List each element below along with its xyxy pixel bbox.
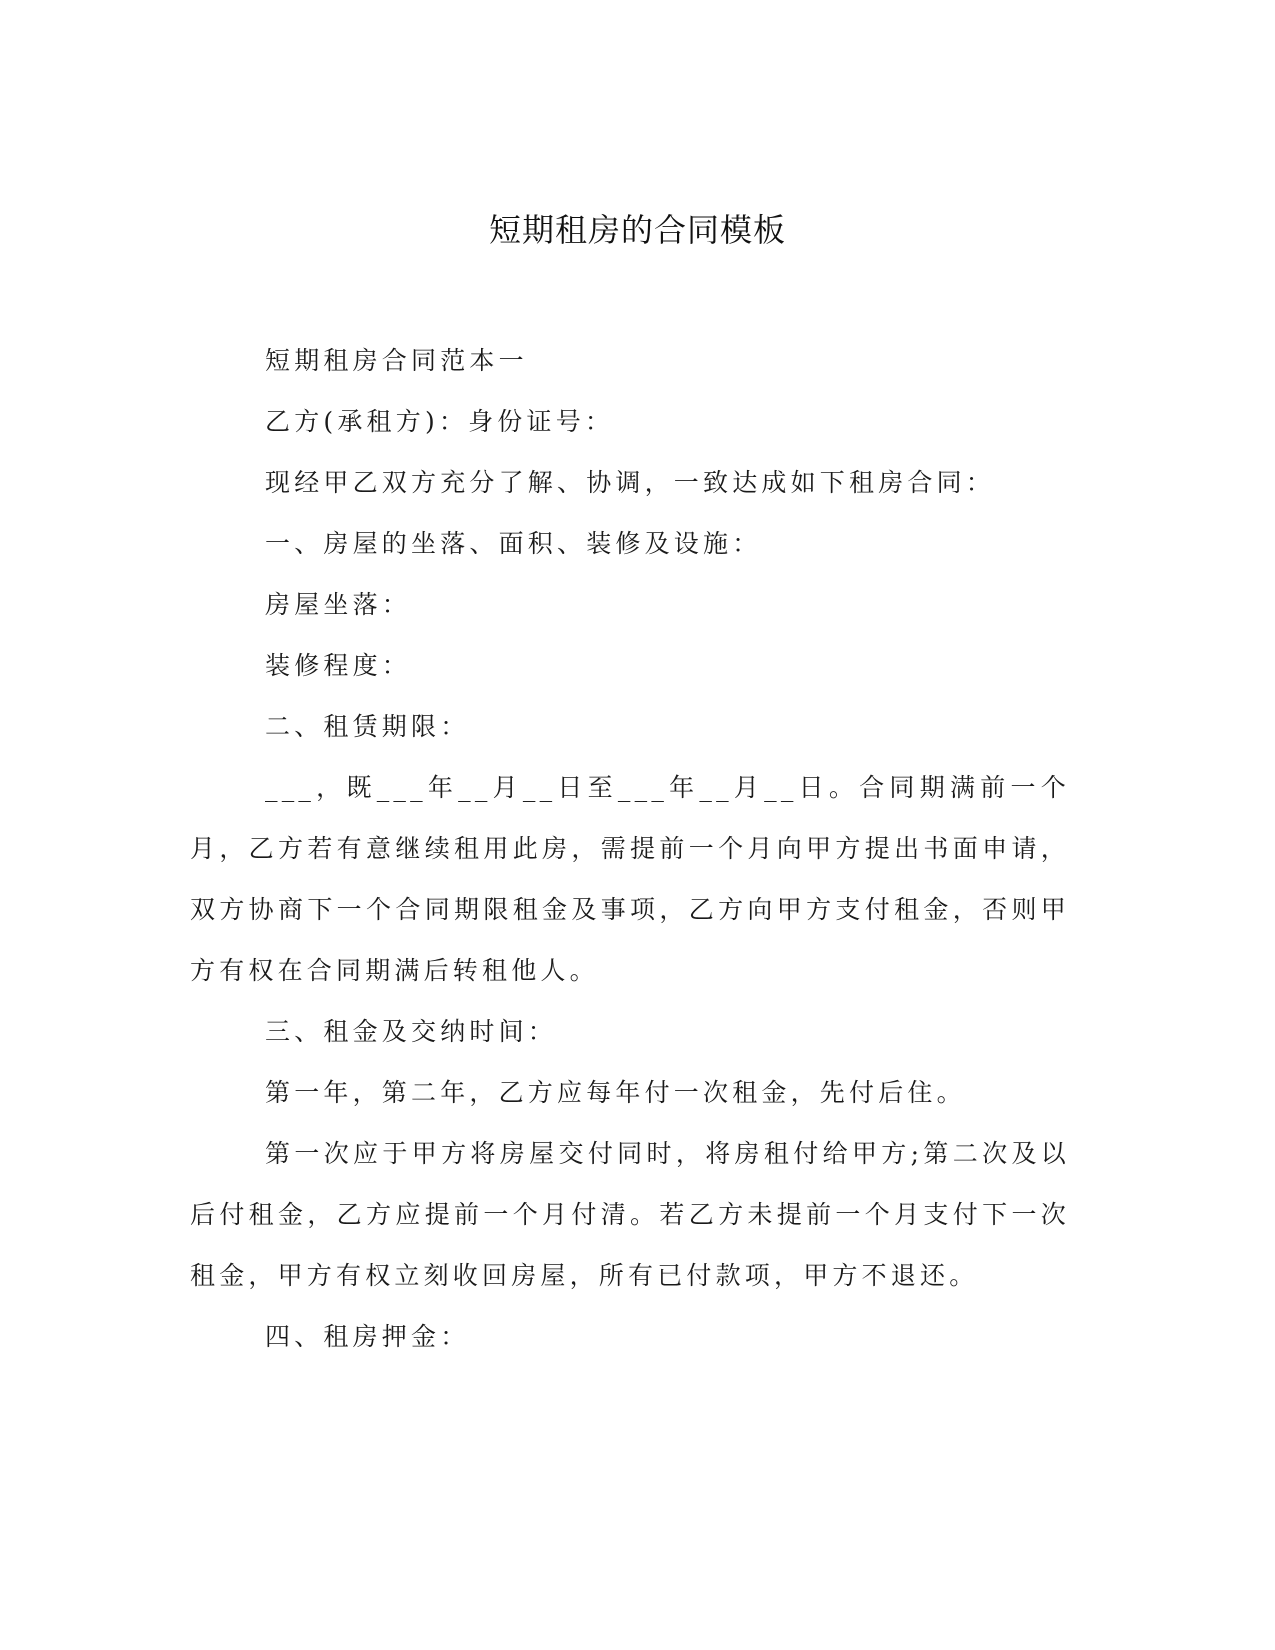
paragraph-party-b: 乙方(承租方)：身份证号：: [265, 407, 615, 436]
section-heading-deposit: 四、租房押金：: [265, 1322, 470, 1351]
document-title: 短期租房的合同模板: [488, 211, 786, 249]
section-heading-rent: 三、租金及交纳时间：: [265, 1017, 558, 1046]
document-body: [190, 330, 1070, 1367]
paragraph-lease-term: ___，既___年__月__日至___年__月__日。合同期满前一个月，乙方若有意继续租用此房，需提前一个月向甲方提出书面申请，双方协商下一个合同期限租金及事项，乙方向甲方支付租金，否则甲方有权在合同期满后转租他人。: [190, 773, 1070, 985]
paragraph-property-location: 房屋坐落：: [265, 590, 412, 619]
section-heading-lease-term: 二、租赁期限：: [265, 712, 470, 741]
paragraph-sample-heading: 短期租房合同范本一: [265, 346, 528, 375]
paragraph-agreement-intro: 现经甲乙双方充分了解、协调，一致达成如下租房合同：: [265, 468, 996, 497]
paragraph-rent-payment: 第一次应于甲方将房屋交付同时，将房租付给甲方;第二次及以后付租金，乙方应提前一个月付清。若乙方未提前一个月支付下一次租金，甲方有权立刻收回房屋，所有已付款项，甲方不退还。: [190, 1139, 1070, 1290]
section-heading-property: 一、房屋的坐落、面积、装修及设施：: [265, 529, 762, 558]
paragraph-decoration-level: 装修程度：: [265, 651, 412, 680]
paragraph-rent-schedule: 第一年，第二年，乙方应每年付一次租金，先付后住。: [265, 1078, 966, 1107]
